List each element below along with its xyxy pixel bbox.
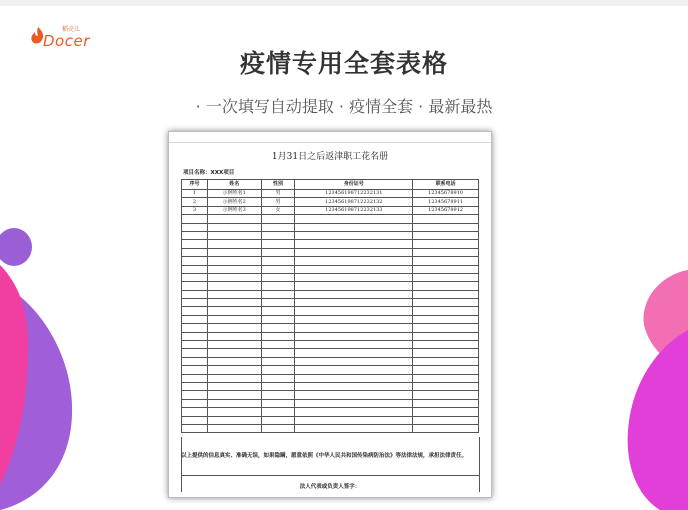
- empty-cell: [413, 290, 479, 298]
- empty-table-row: [182, 315, 479, 323]
- empty-cell: [413, 240, 479, 248]
- empty-cell: [261, 240, 295, 248]
- empty-cell: [413, 324, 479, 332]
- empty-cell: [207, 290, 261, 298]
- empty-cell: [182, 382, 208, 390]
- empty-cell: [182, 257, 208, 265]
- empty-cell: [261, 231, 295, 239]
- empty-cell: [261, 341, 295, 349]
- empty-cell: [207, 265, 261, 273]
- empty-cell: [295, 257, 413, 265]
- cell: 示例姓名3: [207, 206, 261, 214]
- column-header: 姓名: [207, 180, 261, 190]
- empty-cell: [207, 307, 261, 315]
- logo-wordmark: Docer: [43, 32, 90, 50]
- empty-cell: [182, 315, 208, 323]
- empty-cell: [413, 223, 479, 231]
- empty-table-row: [182, 257, 479, 265]
- empty-cell: [413, 273, 479, 281]
- declaration-note: 以上提供的信息真实、准确无误，如果隐瞒，愿意依照《中华人民共和国传染病防治法》等法律法规，承担法律责任。: [181, 453, 468, 459]
- empty-table-row: [182, 324, 479, 332]
- cell: 男: [261, 198, 295, 206]
- empty-cell: [413, 408, 479, 416]
- cell: 1: [182, 190, 208, 198]
- empty-cell: [182, 391, 208, 399]
- empty-table-row: [182, 231, 479, 239]
- cell: 示例姓名2: [207, 198, 261, 206]
- page-title: 疫情专用全套表格: [239, 49, 448, 78]
- empty-cell: [207, 349, 261, 357]
- empty-cell: [261, 315, 295, 323]
- empty-cell: [413, 282, 479, 290]
- empty-cell: [413, 416, 479, 424]
- signature-label: 法人代表或负责人签字：: [299, 484, 361, 490]
- empty-table-row: [182, 248, 479, 256]
- empty-cell: [207, 416, 261, 424]
- empty-table-row: [182, 282, 479, 290]
- empty-table-row: [182, 290, 479, 298]
- empty-cell: [207, 332, 261, 340]
- empty-table-row: [182, 341, 479, 349]
- empty-cell: [182, 307, 208, 315]
- empty-cell: [261, 357, 295, 365]
- empty-cell: [413, 332, 479, 340]
- empty-cell: [207, 382, 261, 390]
- empty-table-row: [182, 374, 479, 382]
- empty-cell: [413, 391, 479, 399]
- empty-cell: [413, 299, 479, 307]
- empty-cell: [413, 248, 479, 256]
- empty-cell: [207, 391, 261, 399]
- empty-cell: [295, 265, 413, 273]
- empty-cell: [261, 349, 295, 357]
- empty-table-row: [182, 223, 479, 231]
- empty-table-row: [182, 273, 479, 281]
- empty-cell: [182, 231, 208, 239]
- empty-cell: [413, 215, 479, 223]
- cell: 示例姓名1: [207, 190, 261, 198]
- empty-cell: [261, 223, 295, 231]
- empty-table-row: [182, 332, 479, 340]
- empty-table-row: [182, 399, 479, 407]
- empty-cell: [413, 424, 479, 432]
- empty-cell: [182, 240, 208, 248]
- empty-cell: [295, 366, 413, 374]
- empty-cell: [207, 366, 261, 374]
- empty-table-row: [182, 265, 479, 273]
- empty-cell: [207, 215, 261, 223]
- empty-cell: [261, 215, 295, 223]
- empty-cell: [295, 315, 413, 323]
- empty-table-row: [182, 307, 479, 315]
- right-decorative-blobs: [620, 270, 688, 510]
- empty-cell: [207, 315, 261, 323]
- empty-cell: [261, 282, 295, 290]
- empty-cell: [182, 332, 208, 340]
- column-header: 性别: [261, 180, 295, 190]
- empty-cell: [182, 349, 208, 357]
- empty-cell: [413, 307, 479, 315]
- empty-cell: [207, 408, 261, 416]
- left-decorative-blobs: [0, 225, 80, 510]
- empty-cell: [261, 257, 295, 265]
- empty-cell: [261, 290, 295, 298]
- empty-cell: [295, 299, 413, 307]
- project-name-label: 项目名称：XXX项目: [183, 170, 235, 176]
- empty-cell: [295, 324, 413, 332]
- cell: 12345678912: [413, 206, 479, 214]
- empty-cell: [295, 382, 413, 390]
- cell: 12345678910: [413, 190, 479, 198]
- empty-cell: [261, 324, 295, 332]
- empty-table-row: [182, 299, 479, 307]
- empty-cell: [295, 424, 413, 432]
- empty-cell: [413, 374, 479, 382]
- empty-cell: [295, 357, 413, 365]
- empty-cell: [413, 315, 479, 323]
- empty-cell: [182, 299, 208, 307]
- empty-cell: [207, 424, 261, 432]
- empty-cell: [295, 332, 413, 340]
- empty-cell: [182, 374, 208, 382]
- empty-cell: [261, 248, 295, 256]
- empty-cell: [207, 324, 261, 332]
- empty-cell: [207, 248, 261, 256]
- empty-cell: [207, 282, 261, 290]
- empty-cell: [295, 223, 413, 231]
- empty-cell: [295, 290, 413, 298]
- empty-cell: [261, 307, 295, 315]
- empty-cell: [261, 273, 295, 281]
- empty-cell: [207, 357, 261, 365]
- empty-cell: [182, 282, 208, 290]
- empty-cell: [295, 374, 413, 382]
- empty-cell: [207, 299, 261, 307]
- logo-cn-text: 稻壳儿: [62, 26, 81, 33]
- cell: 3: [182, 206, 208, 214]
- empty-table-row: [182, 349, 479, 357]
- empty-cell: [413, 382, 479, 390]
- empty-cell: [182, 341, 208, 349]
- empty-cell: [413, 341, 479, 349]
- empty-table-row: [182, 416, 479, 424]
- empty-cell: [182, 290, 208, 298]
- empty-cell: [182, 366, 208, 374]
- cell: 12345678911: [413, 198, 479, 206]
- empty-table-row: [182, 240, 479, 248]
- empty-cell: [182, 248, 208, 256]
- column-header: 联系电话: [413, 180, 479, 190]
- empty-table-row: [182, 215, 479, 223]
- page-subtitle: · 一次填写自动提取 · 疫情全套 · 最新最热: [195, 97, 493, 116]
- empty-cell: [413, 357, 479, 365]
- empty-cell: [182, 223, 208, 231]
- empty-cell: [207, 341, 261, 349]
- empty-cell: [182, 424, 208, 432]
- empty-cell: [295, 416, 413, 424]
- empty-cell: [182, 324, 208, 332]
- table-row: [182, 206, 479, 214]
- signature-divider: [181, 475, 479, 476]
- empty-table-row: [182, 366, 479, 374]
- empty-cell: [295, 349, 413, 357]
- empty-table-row: [182, 408, 479, 416]
- empty-cell: [261, 424, 295, 432]
- empty-table-row: [182, 382, 479, 390]
- empty-cell: [295, 391, 413, 399]
- cell: 女: [261, 206, 295, 214]
- empty-cell: [261, 399, 295, 407]
- top-bar: [0, 0, 688, 6]
- empty-cell: [295, 240, 413, 248]
- empty-cell: [261, 366, 295, 374]
- empty-cell: [182, 215, 208, 223]
- sheet-header-strip: [169, 132, 491, 143]
- cell: 123456198712232131: [295, 190, 413, 198]
- document-preview[interactable]: [168, 131, 492, 498]
- empty-cell: [295, 307, 413, 315]
- empty-cell: [207, 257, 261, 265]
- empty-cell: [207, 399, 261, 407]
- empty-cell: [261, 416, 295, 424]
- empty-cell: [207, 223, 261, 231]
- column-header: 身份证号: [295, 180, 413, 190]
- empty-cell: [261, 391, 295, 399]
- empty-cell: [261, 374, 295, 382]
- empty-cell: [413, 257, 479, 265]
- empty-cell: [413, 399, 479, 407]
- column-header: 序号: [182, 180, 208, 190]
- roster-table: [181, 179, 479, 433]
- cell: 男: [261, 190, 295, 198]
- empty-cell: [182, 399, 208, 407]
- empty-cell: [182, 273, 208, 281]
- empty-cell: [295, 215, 413, 223]
- empty-cell: [413, 265, 479, 273]
- empty-cell: [413, 231, 479, 239]
- cell: 123456198712232132: [295, 198, 413, 206]
- empty-cell: [295, 282, 413, 290]
- empty-cell: [207, 374, 261, 382]
- empty-cell: [182, 416, 208, 424]
- empty-table-row: [182, 424, 479, 432]
- empty-cell: [261, 265, 295, 273]
- empty-cell: [413, 349, 479, 357]
- empty-cell: [295, 248, 413, 256]
- empty-cell: [295, 231, 413, 239]
- empty-cell: [295, 341, 413, 349]
- empty-cell: [261, 408, 295, 416]
- table-row: [182, 198, 479, 206]
- table-header-row: [182, 180, 479, 190]
- empty-cell: [182, 357, 208, 365]
- empty-cell: [261, 382, 295, 390]
- empty-cell: [295, 273, 413, 281]
- empty-cell: [413, 366, 479, 374]
- cell: 2: [182, 198, 208, 206]
- document-title: 1月31日之后返津职工花名册: [271, 152, 389, 162]
- empty-cell: [182, 265, 208, 273]
- empty-table-row: [182, 391, 479, 399]
- empty-table-row: [182, 357, 479, 365]
- empty-cell: [182, 408, 208, 416]
- empty-cell: [207, 273, 261, 281]
- empty-cell: [207, 240, 261, 248]
- empty-cell: [261, 299, 295, 307]
- table-row: [182, 190, 479, 198]
- empty-cell: [295, 399, 413, 407]
- empty-cell: [207, 231, 261, 239]
- empty-cell: [295, 408, 413, 416]
- empty-cell: [261, 332, 295, 340]
- cell: 123456198712232133: [295, 206, 413, 214]
